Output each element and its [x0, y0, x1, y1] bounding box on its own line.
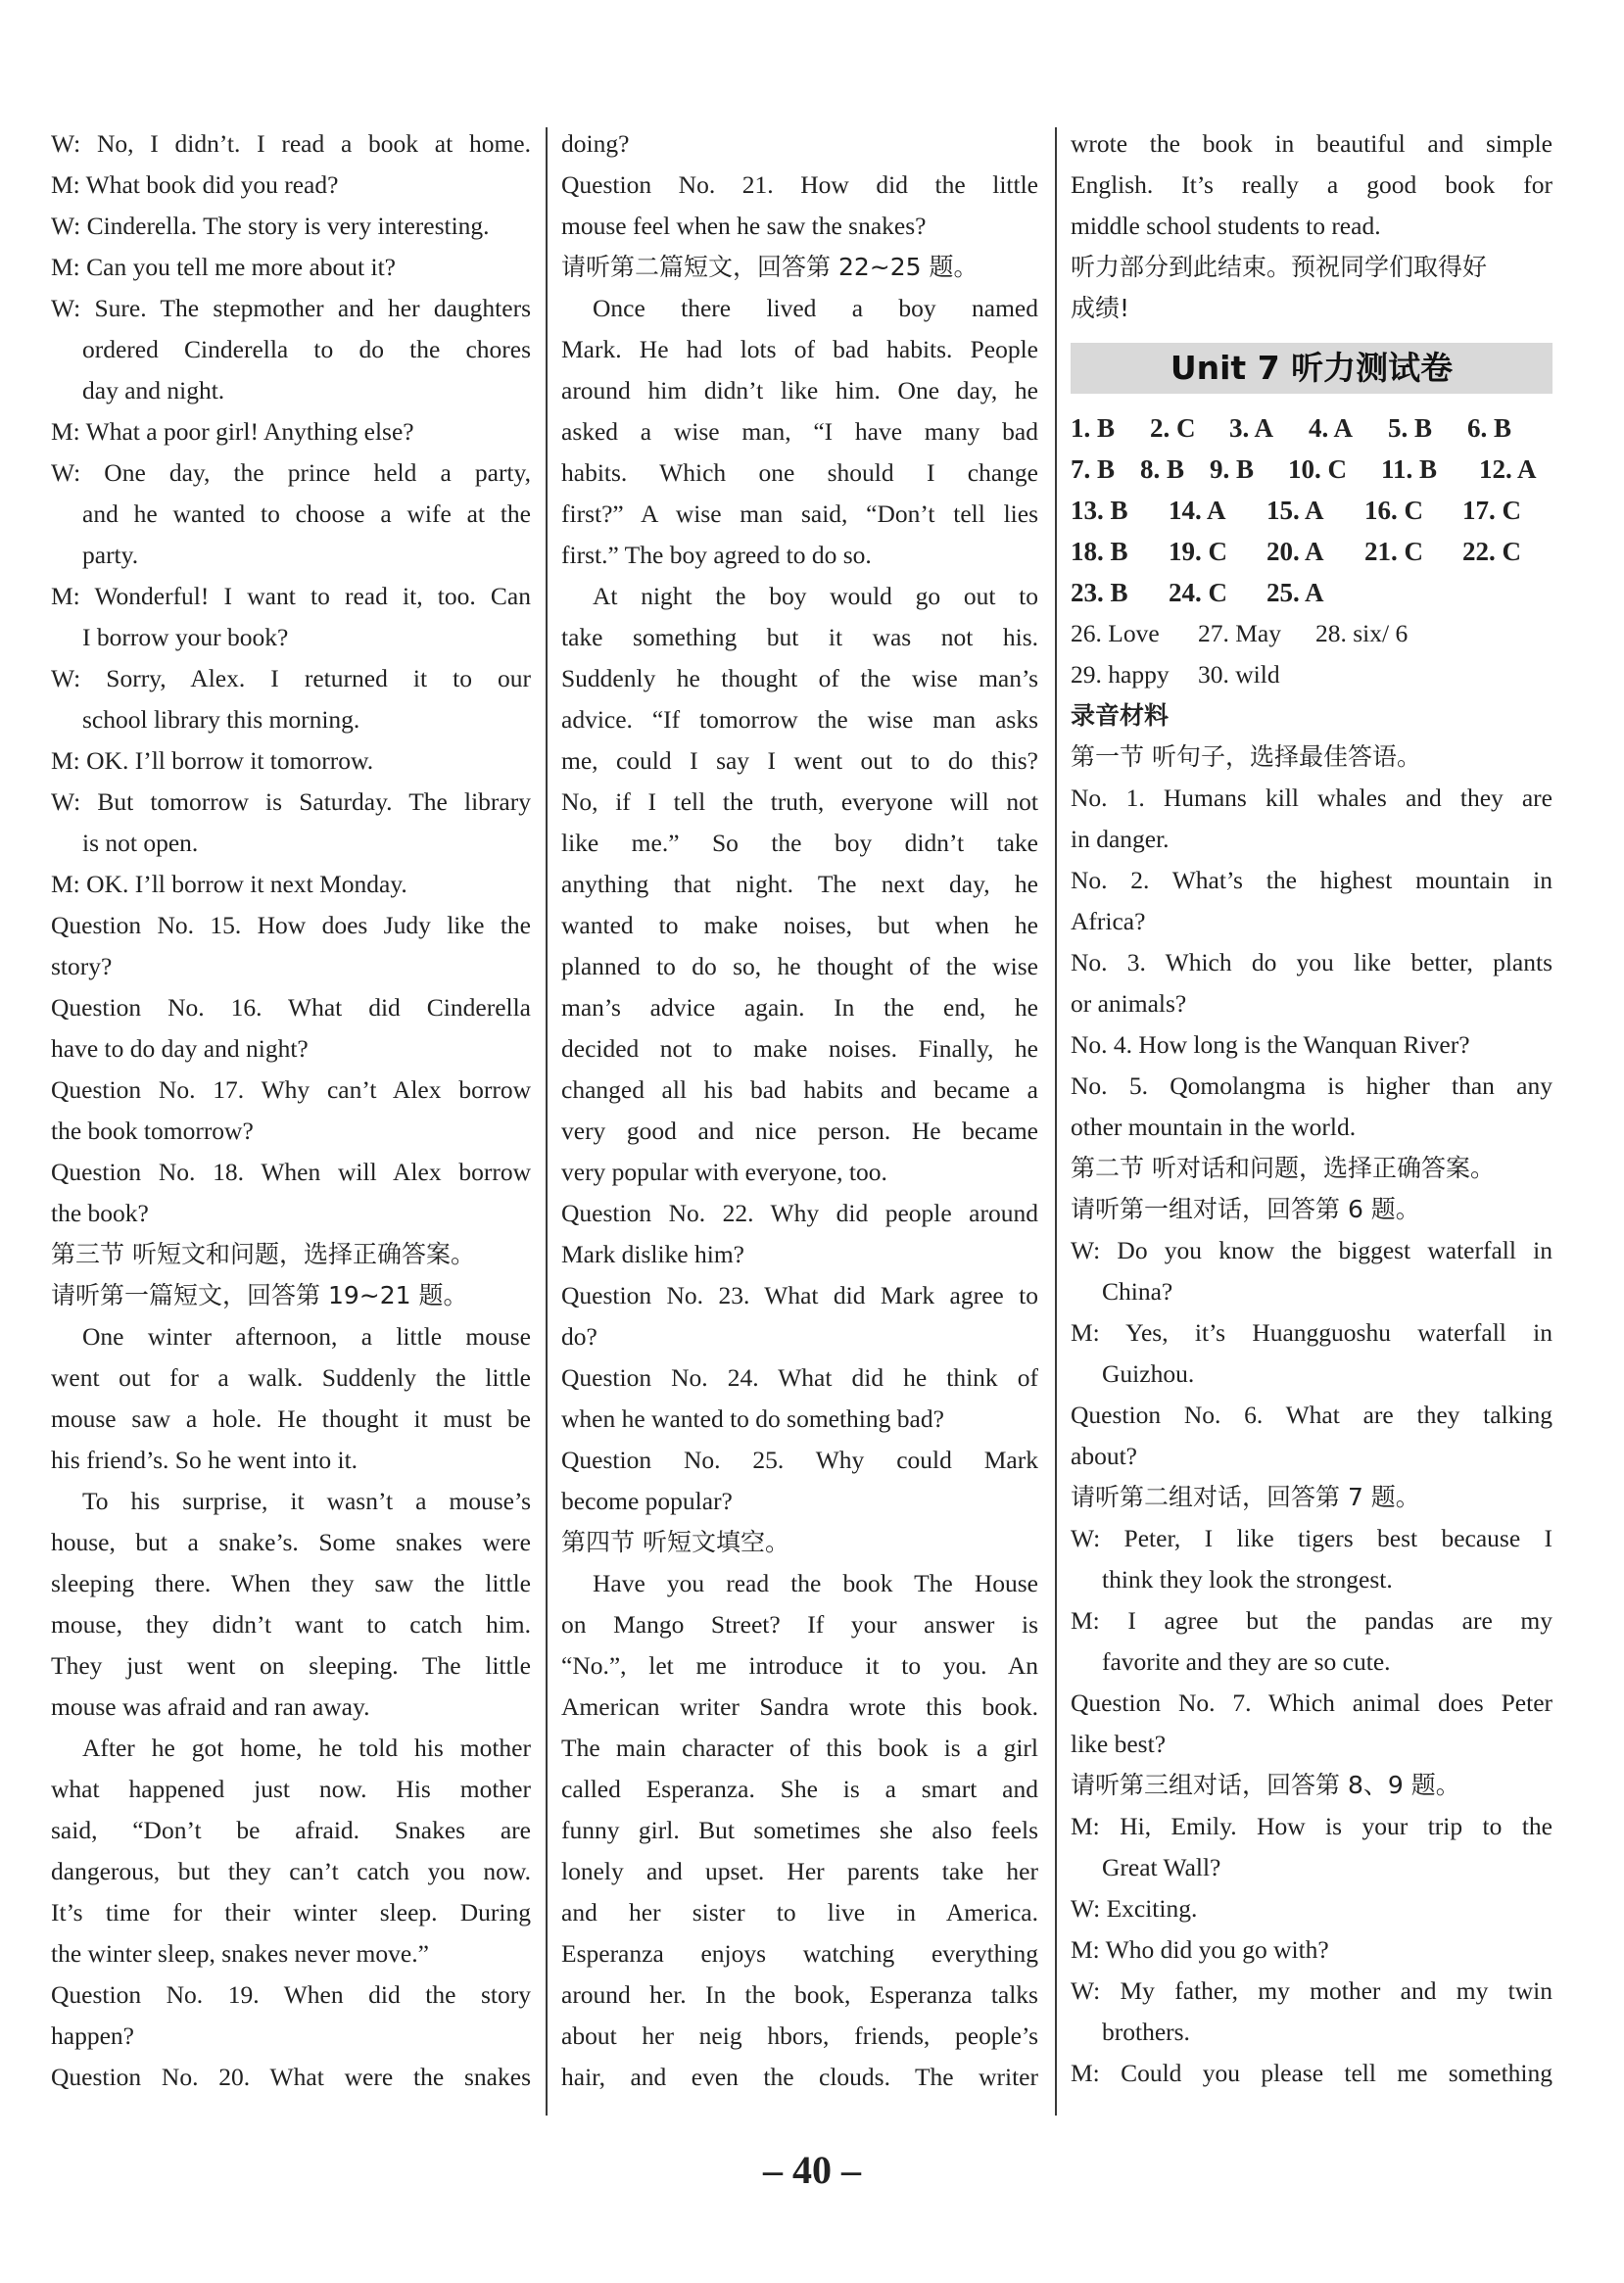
text-line: M: OK. I’ll borrow it tomorrow.: [51, 746, 374, 775]
text-line: around him didn’t like him. One day, he: [561, 376, 1038, 404]
text-line: M: What a poor girl! Anything else?: [51, 417, 414, 446]
text-line: W: Peter, I like tigers best because I: [1071, 1524, 1552, 1552]
text-line: To his surprise, it wasn’t a mouse’s: [82, 1487, 531, 1515]
text-line: M: OK. I’ll borrow it next Monday.: [51, 870, 407, 898]
answer-item: 23. B: [1071, 578, 1128, 607]
text-line: favorite and they are so cute.: [1102, 1647, 1391, 1676]
text-line: take something but it was not his.: [561, 623, 1038, 651]
text-line: mouse feel when he saw the snakes?: [561, 212, 927, 240]
answer-item: 14. A: [1169, 496, 1226, 525]
column-1: [51, 123, 531, 2098]
text-line: dangerous, but they can’t catch you now.: [51, 1857, 531, 1885]
text-line: Guizhou.: [1102, 1359, 1195, 1388]
unit-title: Unit 7 听力测试卷: [1071, 343, 1552, 394]
answer-item: 2. C: [1150, 413, 1196, 443]
text-line: become popular?: [561, 1487, 733, 1515]
text-line: At night the boy would go out to: [593, 582, 1038, 610]
answer-item: 9. B: [1210, 454, 1255, 484]
text-line: China?: [1102, 1277, 1173, 1306]
text-line: the book tomorrow?: [51, 1117, 254, 1145]
text-line: around her. In the book, Esperanza talks: [561, 1980, 1038, 2009]
text-line: have to do day and night?: [51, 1034, 309, 1063]
text-line: his friend’s. So he went into it.: [51, 1446, 358, 1474]
answer-row: [1071, 449, 1552, 490]
answer-row: [1071, 572, 1552, 613]
text-line: said, “Don’t be afraid. Snakes are: [51, 1816, 531, 1844]
text-line: Suddenly he thought of the wise man’s: [561, 664, 1038, 692]
page-number: – 40 –: [763, 2148, 861, 2192]
text-line: brothers.: [1102, 2018, 1190, 2046]
text-line: mouse, they didn’t want to catch him.: [51, 1610, 531, 1639]
answer-row: [1071, 531, 1552, 572]
text-line: do?: [561, 1322, 597, 1351]
text-line: day and night.: [82, 376, 225, 404]
section-heading: 第四节 听短文填空。: [561, 1528, 789, 1556]
text-line: Great Wall?: [1102, 1853, 1221, 1881]
instruction-line: 请听第一篇短文，回答第 19~21 题。: [51, 1281, 468, 1309]
text-line: first?” A wise man said, “Don’t tell lies: [561, 499, 1038, 528]
text-line: wanted to make noises, but when he: [561, 911, 1038, 939]
text-line: funny girl. But sometimes she also feels: [561, 1816, 1038, 1844]
answer-item: 30. wild: [1198, 660, 1280, 689]
answer-item: 26. Love: [1071, 619, 1160, 647]
text-line: what happened just now. His mother: [51, 1775, 531, 1803]
text-line: W: But tomorrow is Saturday. The library: [51, 787, 531, 816]
answer-item: 8. B: [1140, 454, 1185, 484]
answer-item: 12. A: [1479, 454, 1537, 484]
answer-item: 11. B: [1381, 454, 1438, 484]
text-line: They just went on sleeping. The little: [51, 1651, 531, 1680]
text-line: and he wanted to choose a wife at the: [82, 499, 531, 528]
text-line: W: Exciting.: [1071, 1894, 1198, 1923]
text-line: when he wanted to do something bad?: [561, 1404, 944, 1433]
answer-item: 18. B: [1071, 537, 1128, 566]
text-line: very popular with everyone, too.: [561, 1158, 887, 1186]
text-line: happen?: [51, 2021, 134, 2050]
text-line: No. 4. How long is the Wanquan River?: [1071, 1030, 1470, 1059]
instruction-line: 请听第一组对话，回答第 6 题。: [1071, 1195, 1420, 1223]
text-line: Question No. 22. Why did people around: [561, 1199, 1038, 1227]
text-line: asked a wise man, “I have many bad: [561, 417, 1038, 446]
text-line: Question No. 24. What did he think of: [561, 1363, 1038, 1392]
text-line: M: What book did you read?: [51, 170, 339, 199]
answer-item: 22. C: [1462, 537, 1521, 566]
text-line: Mark dislike him?: [561, 1240, 744, 1268]
text-line: W: Sure. The stepmother and her daughters: [51, 294, 531, 322]
instruction-line: 请听第二篇短文，回答第 22~25 题。: [561, 253, 979, 281]
answer-item: 27. May: [1198, 619, 1281, 647]
text-line: like best?: [1071, 1730, 1167, 1758]
text-line: “No.”, let me introduce it to you. An: [561, 1651, 1038, 1680]
column-2: [561, 123, 1038, 2098]
column-3: [1071, 123, 1552, 2094]
text-line: sleeping there. When they saw the little: [51, 1569, 531, 1597]
text-line: No. 3. Which do you like better, plants: [1071, 948, 1552, 976]
text-line: is not open.: [82, 829, 199, 857]
answer-key: [1071, 407, 1552, 695]
instruction-line: 请听第二组对话，回答第 7 题。: [1071, 1483, 1420, 1511]
text-line: called Esperanza. She is a smart and: [561, 1775, 1038, 1803]
text-line: Question No. 21. How did the little: [561, 170, 1038, 199]
text-line: M: Hi, Emily. How is your trip to the: [1071, 1812, 1552, 1840]
text-line: changed all his bad habits and became a: [561, 1075, 1038, 1104]
closing-line: 成绩!: [1071, 294, 1130, 322]
text-line: W: My father, my mother and my twin: [1071, 1976, 1552, 2005]
text-line: Have you read the book The House: [593, 1569, 1038, 1597]
text-line: Question No. 20. What were the snakes: [51, 2063, 531, 2091]
answer-item: 3. A: [1229, 413, 1274, 443]
section-heading: 录音材料: [1071, 701, 1170, 730]
text-line: hair, and even the clouds. The writer: [561, 2063, 1038, 2091]
text-line: It’s time for their winter sleep. During: [51, 1898, 531, 1926]
text-line: advice. “If tomorrow the wise man asks: [561, 705, 1038, 734]
answer-item: 4. A: [1309, 413, 1354, 443]
section-heading: 第二节 听对话和问题，选择正确答案。: [1071, 1154, 1495, 1182]
answer-item: 25. A: [1266, 578, 1324, 607]
text-line: in danger.: [1071, 825, 1170, 853]
column-divider-right: [1055, 127, 1057, 2116]
text-line: very good and nice person. He became: [561, 1117, 1038, 1145]
answer-item: 5. B: [1388, 413, 1433, 443]
text-line: lonely and upset. Her parents take her: [561, 1857, 1038, 1885]
text-line: like me.” So the boy didn’t take: [561, 829, 1038, 857]
text-line: W: One day, the prince held a party,: [51, 458, 531, 487]
text-line: mouse was afraid and ran away.: [51, 1692, 370, 1721]
text-line: W: No, I didn’t. I read a book at home.: [51, 129, 531, 158]
text-line: M: Could you please tell me something: [1071, 2059, 1552, 2087]
text-line: wrote the book in beautiful and simple: [1071, 129, 1552, 158]
text-line: decided not to make noises. Finally, he: [561, 1034, 1038, 1063]
text-line: middle school students to read.: [1071, 212, 1381, 240]
text-line: Question No. 6. What are they talking: [1071, 1401, 1552, 1429]
text-line: on Mango Street? If your answer is: [561, 1610, 1038, 1639]
column-divider-left: [546, 127, 548, 2116]
text-line: the winter sleep, snakes never move.”: [51, 1939, 429, 1968]
text-line: think they look the strongest.: [1102, 1565, 1393, 1593]
answer-row: [1071, 654, 1552, 695]
text-line: Question No. 18. When will Alex borrow: [51, 1158, 531, 1186]
answer-row: [1071, 407, 1552, 449]
answer-item: 6. B: [1467, 413, 1512, 443]
text-line: Africa?: [1071, 907, 1146, 935]
text-line: Once there lived a boy named: [593, 294, 1038, 322]
answer-item: 16. C: [1364, 496, 1423, 525]
text-line: other mountain in the world.: [1071, 1113, 1357, 1141]
answer-item: 20. A: [1266, 537, 1324, 566]
text-line: and her sister to live in America.: [561, 1898, 1038, 1926]
text-line: about?: [1071, 1442, 1137, 1470]
text-line: habits. Which one should I change: [561, 458, 1038, 487]
text-line: party.: [82, 541, 139, 569]
answer-item: 13. B: [1071, 496, 1128, 525]
text-line: W: Sorry, Alex. I returned it to our: [51, 664, 531, 692]
text-line: One winter afternoon, a little mouse: [82, 1322, 531, 1351]
text-line: doing?: [561, 129, 630, 158]
text-line: I borrow your book?: [82, 623, 289, 651]
text-line: anything that night. The next day, he: [561, 870, 1038, 898]
text-line: No. 5. Qomolangma is higher than any: [1071, 1071, 1552, 1100]
text-line: M: Can you tell me more about it?: [51, 253, 396, 281]
text-line: or animals?: [1071, 989, 1187, 1018]
text-line: house, but a snake’s. Some snakes were: [51, 1528, 531, 1556]
text-line: Question No. 7. Which animal does Peter: [1071, 1688, 1552, 1717]
text-line: Question No. 23. What did Mark agree to: [561, 1281, 1038, 1309]
text-line: W: Do you know the biggest waterfall in: [1071, 1236, 1552, 1264]
answer-item: 21. C: [1364, 537, 1423, 566]
text-line: W: Cinderella. The story is very interesting.: [51, 212, 490, 240]
text-line: Question No. 19. When did the story: [51, 1980, 531, 2009]
answer-row: [1071, 613, 1552, 654]
text-line: story?: [51, 952, 113, 980]
text-line: English. It’s really a good book for: [1071, 170, 1552, 199]
text-line: No, if I tell the truth, everyone will not: [561, 787, 1038, 816]
text-line: Question No. 16. What did Cinderella: [51, 993, 531, 1022]
text-line: M: Who did you go with?: [1071, 1935, 1329, 1964]
text-line: Question No. 15. How does Judy like the: [51, 911, 531, 939]
answer-item: 15. A: [1266, 496, 1324, 525]
instruction-line: 请听第三组对话，回答第 8、9 题。: [1071, 1771, 1460, 1799]
answer-item: 28. six/ 6: [1315, 619, 1409, 647]
text-line: Question No. 17. Why can’t Alex borrow: [51, 1075, 531, 1104]
text-line: After he got home, he told his mother: [82, 1734, 531, 1762]
answer-item: 7. B: [1071, 454, 1116, 484]
text-line: M: Wonderful! I want to read it, too. Can: [51, 582, 531, 610]
answer-item: 10. C: [1288, 454, 1347, 484]
section-heading: 第三节 听短文和问题，选择正确答案。: [51, 1240, 475, 1268]
text-line: ordered Cinderella to do the chores: [82, 335, 531, 363]
text-line: Esperanza enjoys watching everything: [561, 1939, 1038, 1968]
answer-item: 17. C: [1462, 496, 1521, 525]
text-line: about her neig hbors, friends, people’s: [561, 2021, 1038, 2050]
section-heading: 第一节 听句子，选择最佳答语。: [1071, 742, 1421, 771]
text-line: mouse saw a hole. He thought it must be: [51, 1404, 531, 1433]
text-line: No. 1. Humans kill whales and they are: [1071, 784, 1552, 812]
text-line: M: I agree but the pandas are my: [1071, 1606, 1552, 1635]
text-line: M: Yes, it’s Huangguoshu waterfall in: [1071, 1318, 1552, 1347]
text-line: Mark. He had lots of bad habits. People: [561, 335, 1038, 363]
text-line: school library this morning.: [82, 705, 360, 734]
text-line: the book?: [51, 1199, 149, 1227]
text-line: Question No. 25. Why could Mark: [561, 1446, 1038, 1474]
answer-item: 29. happy: [1071, 660, 1170, 689]
text-line: man’s advice again. In the end, he: [561, 993, 1038, 1022]
answer-item: 19. C: [1169, 537, 1227, 566]
text-line: American writer Sandra wrote this book.: [561, 1692, 1038, 1721]
answer-item: 24. C: [1169, 578, 1227, 607]
text-line: me, could I say I went out to do this?: [561, 746, 1038, 775]
text-line: first.” The boy agreed to do so.: [561, 541, 872, 569]
answer-item: 1. B: [1071, 413, 1116, 443]
closing-line: 听力部分到此结束。预祝同学们取得好: [1071, 253, 1488, 281]
answer-row: [1071, 490, 1552, 531]
text-line: went out for a walk. Suddenly the little: [51, 1363, 531, 1392]
text-line: planned to do so, he thought of the wise: [561, 952, 1038, 980]
text-line: No. 2. What’s the highest mountain in: [1071, 866, 1552, 894]
text-line: The main character of this book is a girl: [561, 1734, 1038, 1762]
